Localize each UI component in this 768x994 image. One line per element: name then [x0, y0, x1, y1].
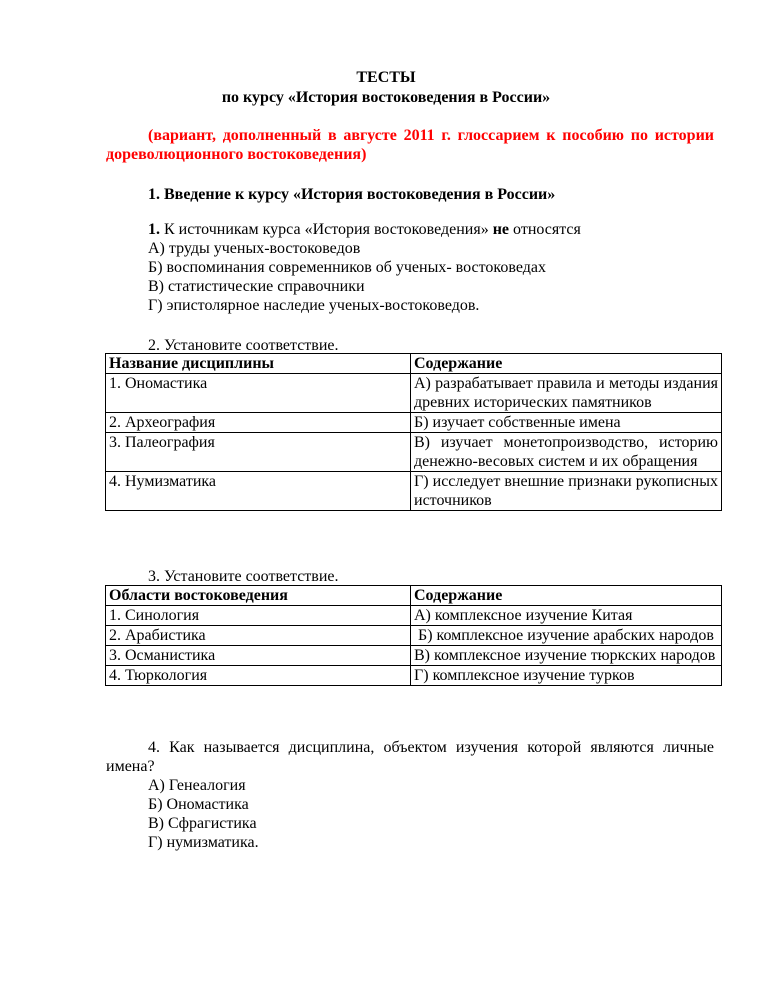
question-1-text-before: К источникам курса «История востоковедения» — [160, 221, 493, 238]
table-header-row — [106, 586, 722, 606]
table-row — [106, 646, 722, 666]
table-header-cell: Содержание — [411, 586, 722, 606]
table-cell: 2. Археография — [106, 413, 411, 433]
table-header-row — [106, 354, 722, 374]
table-header-cell: Содержание — [411, 354, 722, 374]
table-cell: Г) исследует внешние признаки рукописных источников — [411, 472, 722, 511]
question-4-option: Б) Ономастика — [148, 796, 249, 813]
variant-note: (вариант, дополненный в августе 2011 г. глоссарием к пособию по истории дореволюционного востоковедения) — [106, 127, 714, 163]
table-cell: Б) изучает собственные имена — [411, 413, 722, 433]
question-1 — [106, 220, 714, 315]
table-row — [106, 374, 722, 413]
question-3-table — [105, 585, 722, 686]
table-cell: 1. Ономастика — [106, 374, 411, 413]
table-cell: А) комплексное изучение Китая — [411, 606, 722, 626]
question-4-option: Г) нумизматика. — [148, 834, 259, 851]
table-header-cell: Название дисциплины — [106, 354, 411, 374]
question-1-number: 1. — [148, 221, 160, 238]
table-cell: 1. Синология — [106, 606, 411, 626]
question-1-option: А) труды ученых-востоковедов — [148, 240, 361, 257]
question-1-option: Г) эпистолярное наследие ученых-востоковедов. — [148, 297, 480, 314]
table-header-cell: Области востоковедения — [106, 586, 411, 606]
table-row — [106, 413, 722, 433]
question-1-negation: не — [492, 221, 510, 238]
table-cell: 2. Арабистика — [106, 626, 411, 646]
table-cell: В) изучает монетопроизводство, историю денежно-весовых систем и их обращения — [411, 433, 722, 472]
document-subtitle: по курсу «История востоковедения в России» — [221, 89, 551, 106]
table-cell: В) комплексное изучение тюркских народов — [411, 646, 722, 666]
table-cell: 3. Османистика — [106, 646, 411, 666]
table-cell: Б) комплексное изучение арабских народов — [411, 626, 722, 646]
table-cell: А) разрабатывает правила и методы издания древних исторических памятников — [411, 374, 722, 413]
question-3-prompt — [106, 567, 714, 586]
question-3-prompt-text: 3. Установите соответствие. — [148, 568, 339, 585]
table-row — [106, 472, 722, 511]
section-heading: 1. Введение к курсу «История востоковедения в России» — [148, 186, 556, 203]
table-row — [106, 666, 722, 686]
question-1-option: В) статистические справочники — [148, 278, 365, 295]
question-4-text: 4. Как называется дисциплина, объектом изучения которой являются личные имена? — [106, 739, 714, 775]
question-4-option: А) Генеалогия — [148, 777, 246, 794]
question-1-text — [106, 220, 714, 239]
table-cell: 3. Палеография — [106, 433, 411, 472]
document-title: ТЕСТЫ — [356, 69, 416, 86]
table-row — [106, 606, 722, 626]
question-2-table — [105, 353, 722, 511]
table-cell: 4. Нумизматика — [106, 472, 411, 511]
question-2-prompt-text: 2. Установите соответствие. — [148, 337, 339, 354]
question-1-option: Б) воспоминания современников об ученых- востоковедах — [148, 259, 546, 276]
table-cell: Г) комплексное изучение турков — [411, 666, 722, 686]
table-row — [106, 433, 722, 472]
table-row — [106, 626, 722, 646]
question-4 — [106, 738, 714, 852]
question-1-text-after: относятся — [509, 221, 581, 238]
table-cell: 4. Тюркология — [106, 666, 411, 686]
question-4-option: В) Сфрагистика — [148, 815, 257, 832]
